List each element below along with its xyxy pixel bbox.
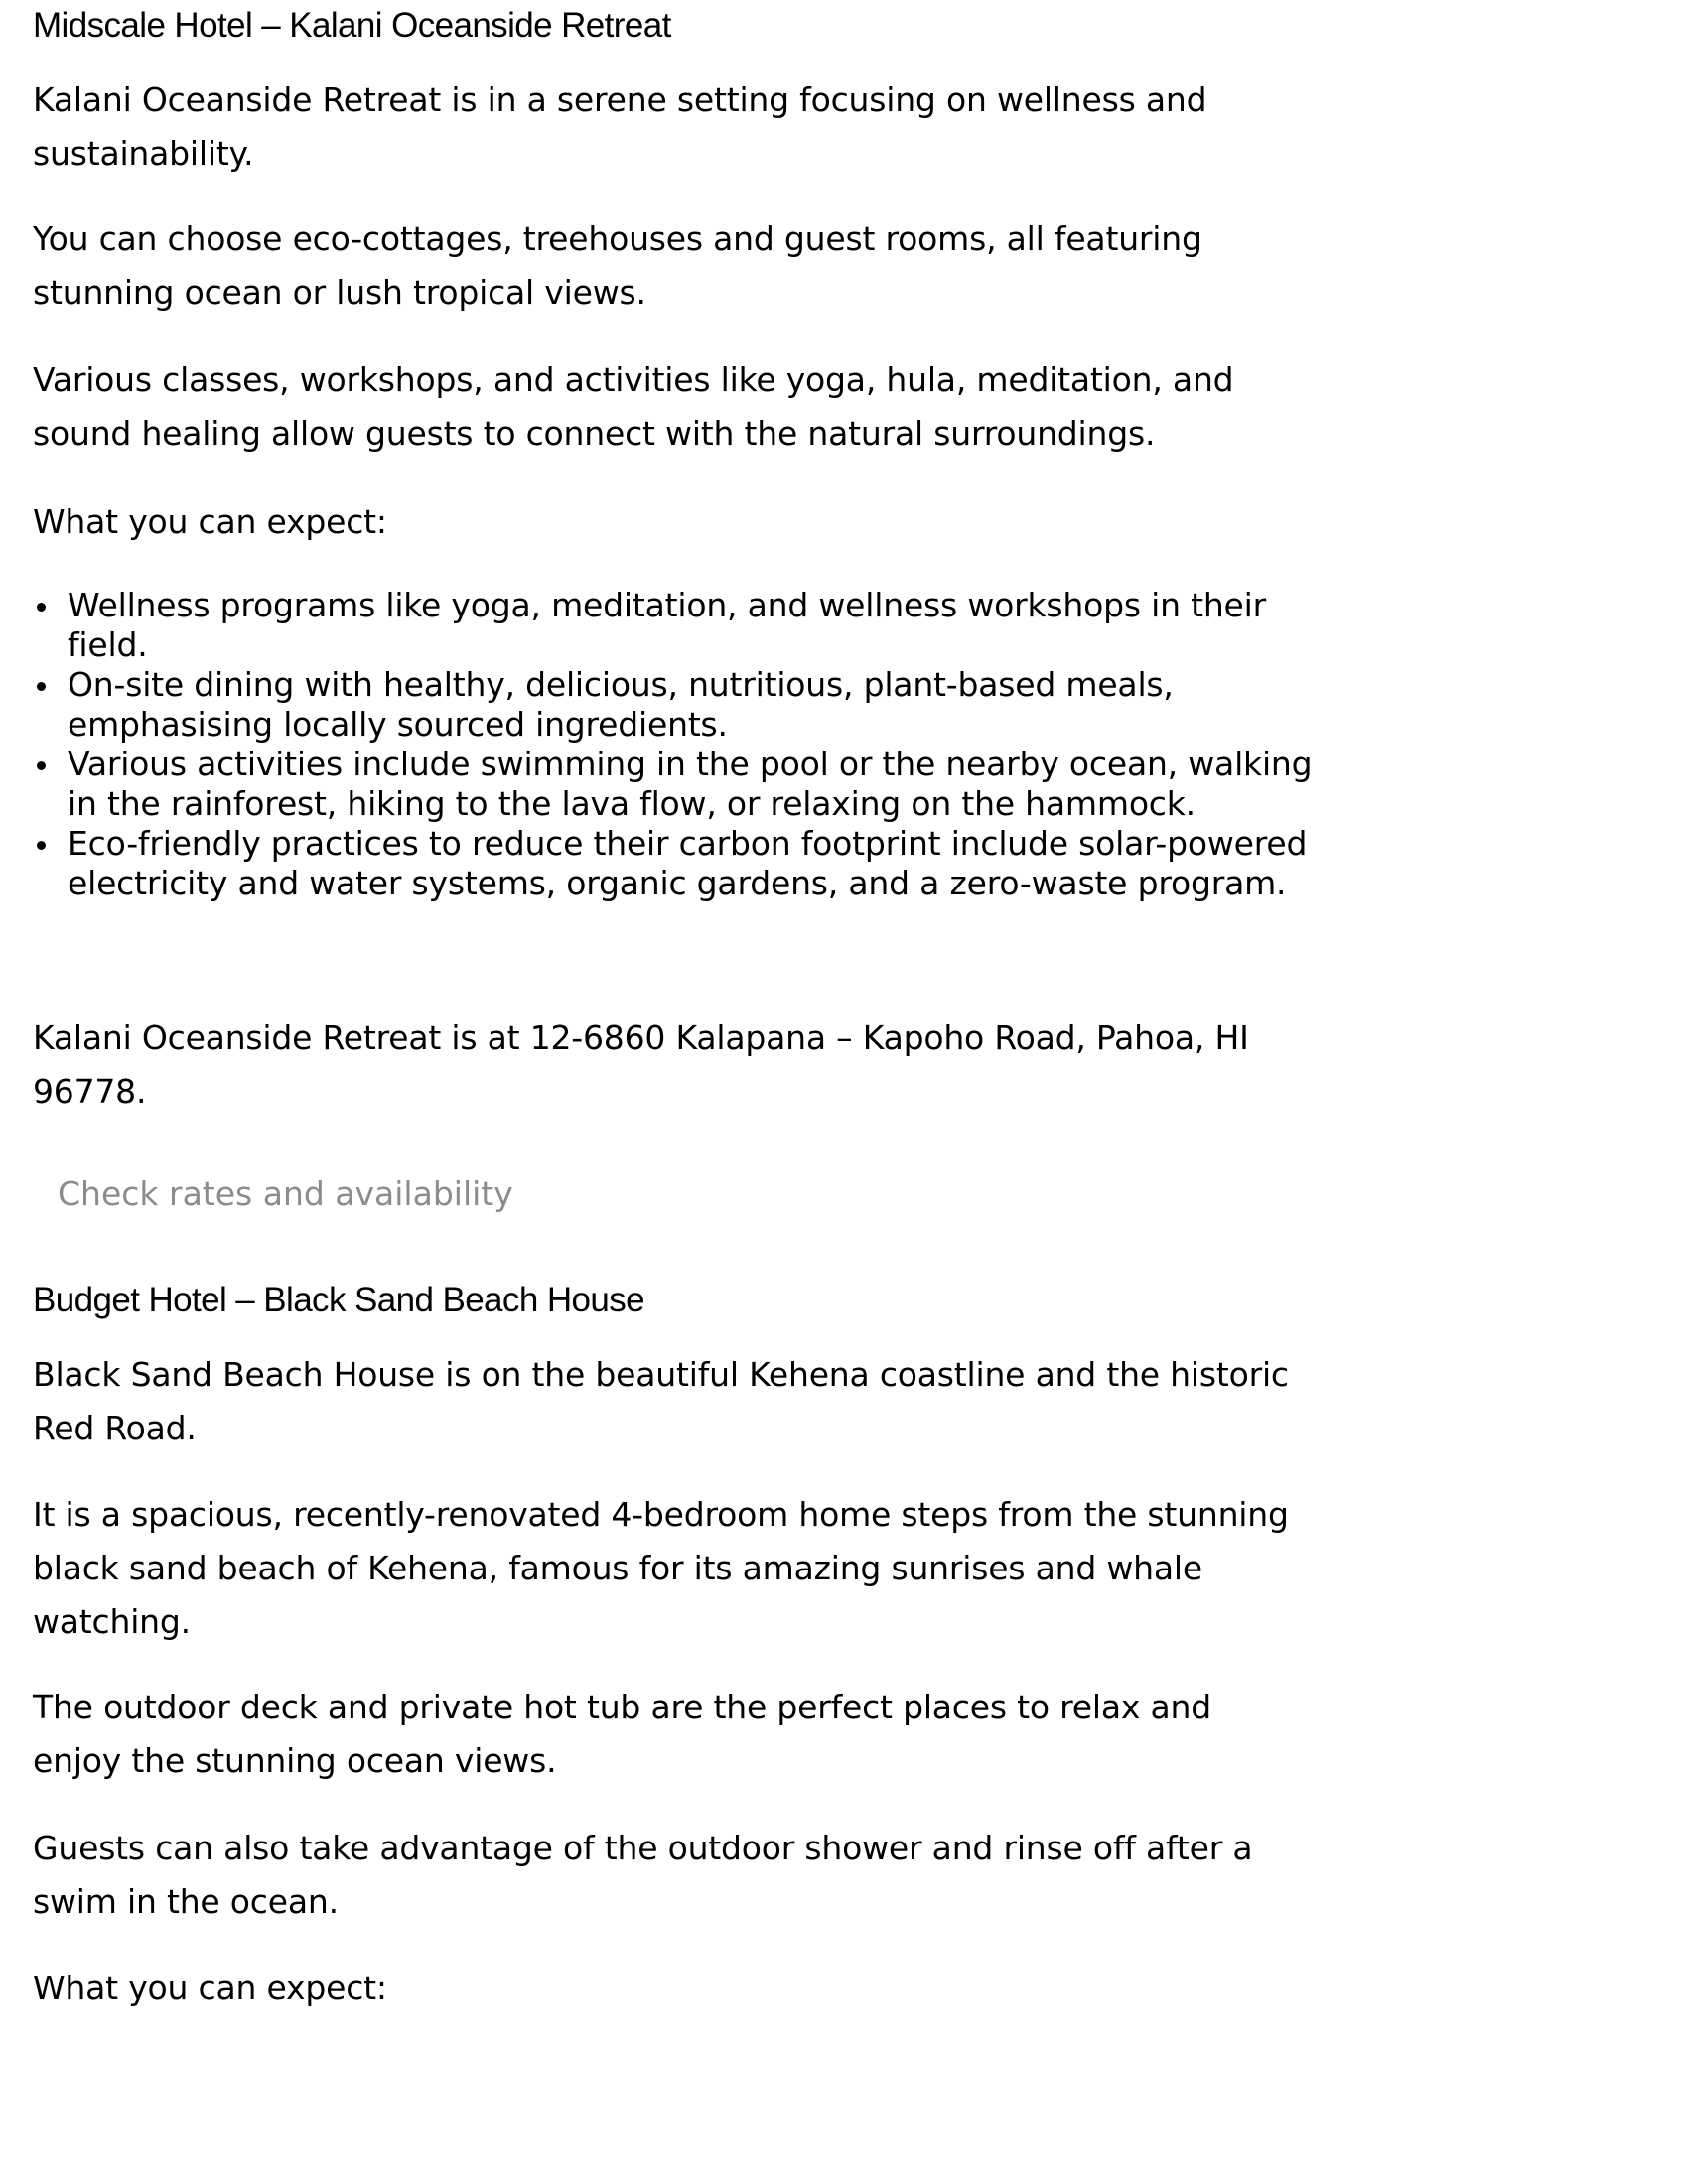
- black-sand-shower-paragraph: Guests can also take advantage of the outdoor shower and rinse off after a swim in the ocean.: [33, 1829, 1253, 1921]
- list-item: [33, 665, 1329, 745]
- black-sand-expect-label: What you can expect:: [33, 1969, 387, 2007]
- list-item: [33, 586, 1329, 665]
- kalani-activities-paragraph: Various classes, workshops, and activities like yoga, hula, meditation, and sound healing allow guests to connect with the natural surroundings.: [33, 360, 1234, 453]
- kalani-expect-label: What you can expect:: [33, 502, 387, 541]
- kalani-intro-paragraph: Kalani Oceanside Retreat is in a serene setting focusing on wellness and sustainability.: [33, 80, 1207, 173]
- list-item-text: Various activities include swimming in the pool or the nearby ocean, walking in the rainforest, hiking to the lava flow, or relaxing on the hammock.: [68, 745, 1313, 823]
- list-item: [33, 824, 1329, 903]
- check-rates-link[interactable]: Check rates and availability: [58, 1174, 513, 1213]
- list-item: [33, 745, 1329, 824]
- section-heading-kalani: Midscale Hotel – Kalani Oceanside Retreat: [33, 6, 671, 45]
- list-item-text: Wellness programs like yoga, meditation, and wellness workshops in their field.: [68, 586, 1266, 664]
- list-item-text: On-site dining with healthy, delicious, nutritious, plant-based meals, emphasising locally sourced ingredients.: [68, 665, 1174, 744]
- black-sand-home-paragraph: It is a spacious, recently-renovated 4-bedroom home steps from the stunning black sand beach of Kehena, famous for its amazing sunrises and whale watching.: [33, 1495, 1289, 1641]
- bullet-icon: [37, 682, 46, 691]
- bullet-icon: [37, 603, 46, 612]
- bullet-icon: [37, 761, 46, 770]
- black-sand-deck-paragraph: The outdoor deck and private hot tub are the perfect places to relax and enjoy the stunning ocean views.: [33, 1688, 1211, 1780]
- section-heading-black-sand: Budget Hotel – Black Sand Beach House: [33, 1281, 644, 1319]
- kalani-rooms-paragraph: You can choose eco-cottages, treehouses and guest rooms, all featuring stunning ocean or lush tropical views.: [33, 219, 1202, 312]
- kalani-feature-list: [33, 586, 1329, 903]
- kalani-address-paragraph: Kalani Oceanside Retreat is at 12-6860 Kalapana – Kapoho Road, Pahoa, HI 96778.: [33, 1019, 1249, 1111]
- list-item-text: Eco-friendly practices to reduce their carbon footprint include solar-powered electricity and water systems, organic gardens, and a zero-waste program.: [68, 824, 1308, 902]
- black-sand-intro-paragraph: Black Sand Beach House is on the beautiful Kehena coastline and the historic Red Road.: [33, 1355, 1289, 1447]
- bullet-icon: [37, 841, 46, 850]
